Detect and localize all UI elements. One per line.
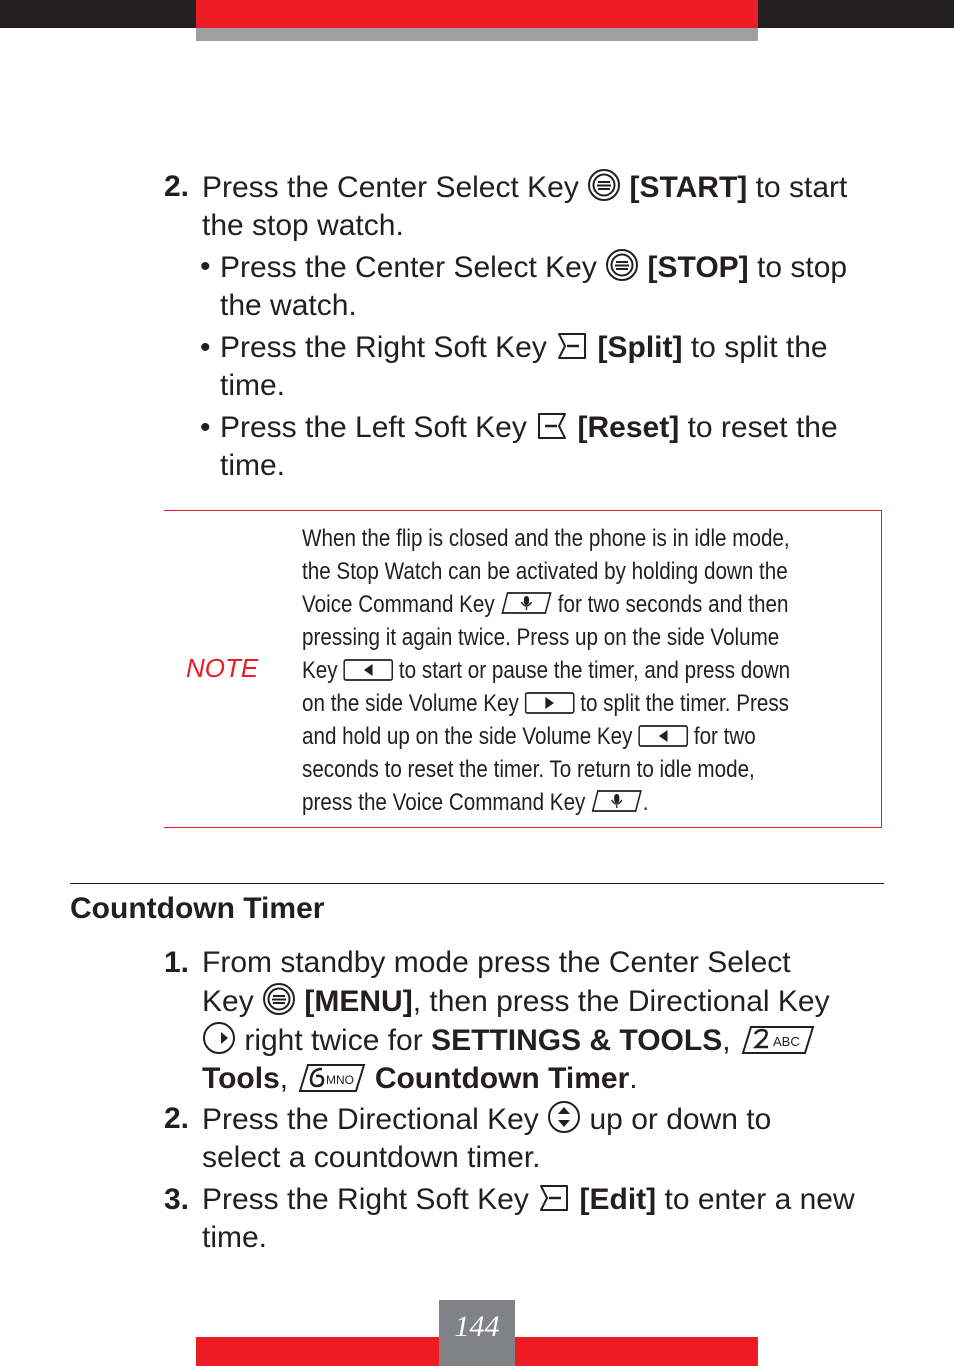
- bullet-reset: • Press the Left Soft Key [Reset] to reset the time.: [200, 411, 838, 482]
- svg-text:MNO: MNO: [326, 1073, 355, 1087]
- voice-command-key-icon: [591, 789, 643, 813]
- directional-key-right-icon: [202, 1021, 236, 1055]
- key-6-mno-icon: [296, 1063, 366, 1093]
- section-title: Countdown Timer: [70, 892, 325, 925]
- center-select-key-icon: [262, 982, 296, 1016]
- right-soft-key-icon: [537, 1182, 571, 1214]
- step-number: 2.: [164, 170, 190, 203]
- bullet-split: • Press the Right Soft Key [Split] to split the time.: [200, 331, 828, 402]
- step-number: 2.: [164, 1102, 190, 1135]
- voice-command-key-icon: [500, 591, 552, 615]
- center-select-key-icon: [605, 248, 639, 282]
- countdown-step-1: 1. From standby mode press the Center Select Key [MENU], then press the Directional Key right twice for SETTINGS & TOOLS, ABC Tools, MNO Countdown Timer.: [164, 946, 830, 1095]
- volume-down-key-icon: [525, 692, 575, 714]
- svg-text:ABC: ABC: [772, 1034, 800, 1049]
- page-number: 144: [454, 1310, 500, 1343]
- countdown-step-3: 3. Press the Right Soft Key [Edit] to enter a new time.: [164, 1183, 855, 1254]
- bullet-stop: • Press the Center Select Key [STOP] to stop the watch.: [200, 250, 848, 322]
- note-label: NOTE: [186, 653, 259, 683]
- header-accent-gray: [196, 28, 758, 41]
- note-text: When the flip is closed and the phone is in idle mode, the Stop Watch can be activated by holding down the Voice Command Key for two seconds and then pressing it again twice. Press up on the side Volume Key to start or pause the timer, and press down on the side Volume Key to split the timer. Press and hold up on the side Volume Key for two seconds to reset the timer. To return to idle mode, press the Voice Command Key .: [302, 525, 791, 816]
- volume-up-key-icon: [638, 725, 688, 747]
- directional-key-up-down-icon: [547, 1100, 581, 1134]
- center-select-key-icon: [587, 168, 621, 202]
- step-2-start: 2. Press the Center Select Key [START] to start the stop watch.: [164, 170, 848, 242]
- key-2-abc-icon: [739, 1025, 815, 1055]
- header-accent-red: [196, 0, 758, 28]
- step-number: 1.: [164, 946, 190, 979]
- countdown-step-2: 2. Press the Directional Key up or down to select a countdown timer.: [164, 1102, 772, 1174]
- section-divider: [70, 883, 884, 884]
- volume-up-key-icon: [343, 659, 393, 681]
- right-soft-key-icon: [555, 330, 589, 362]
- left-soft-key-icon: [535, 410, 569, 442]
- step-number: 3.: [164, 1183, 190, 1216]
